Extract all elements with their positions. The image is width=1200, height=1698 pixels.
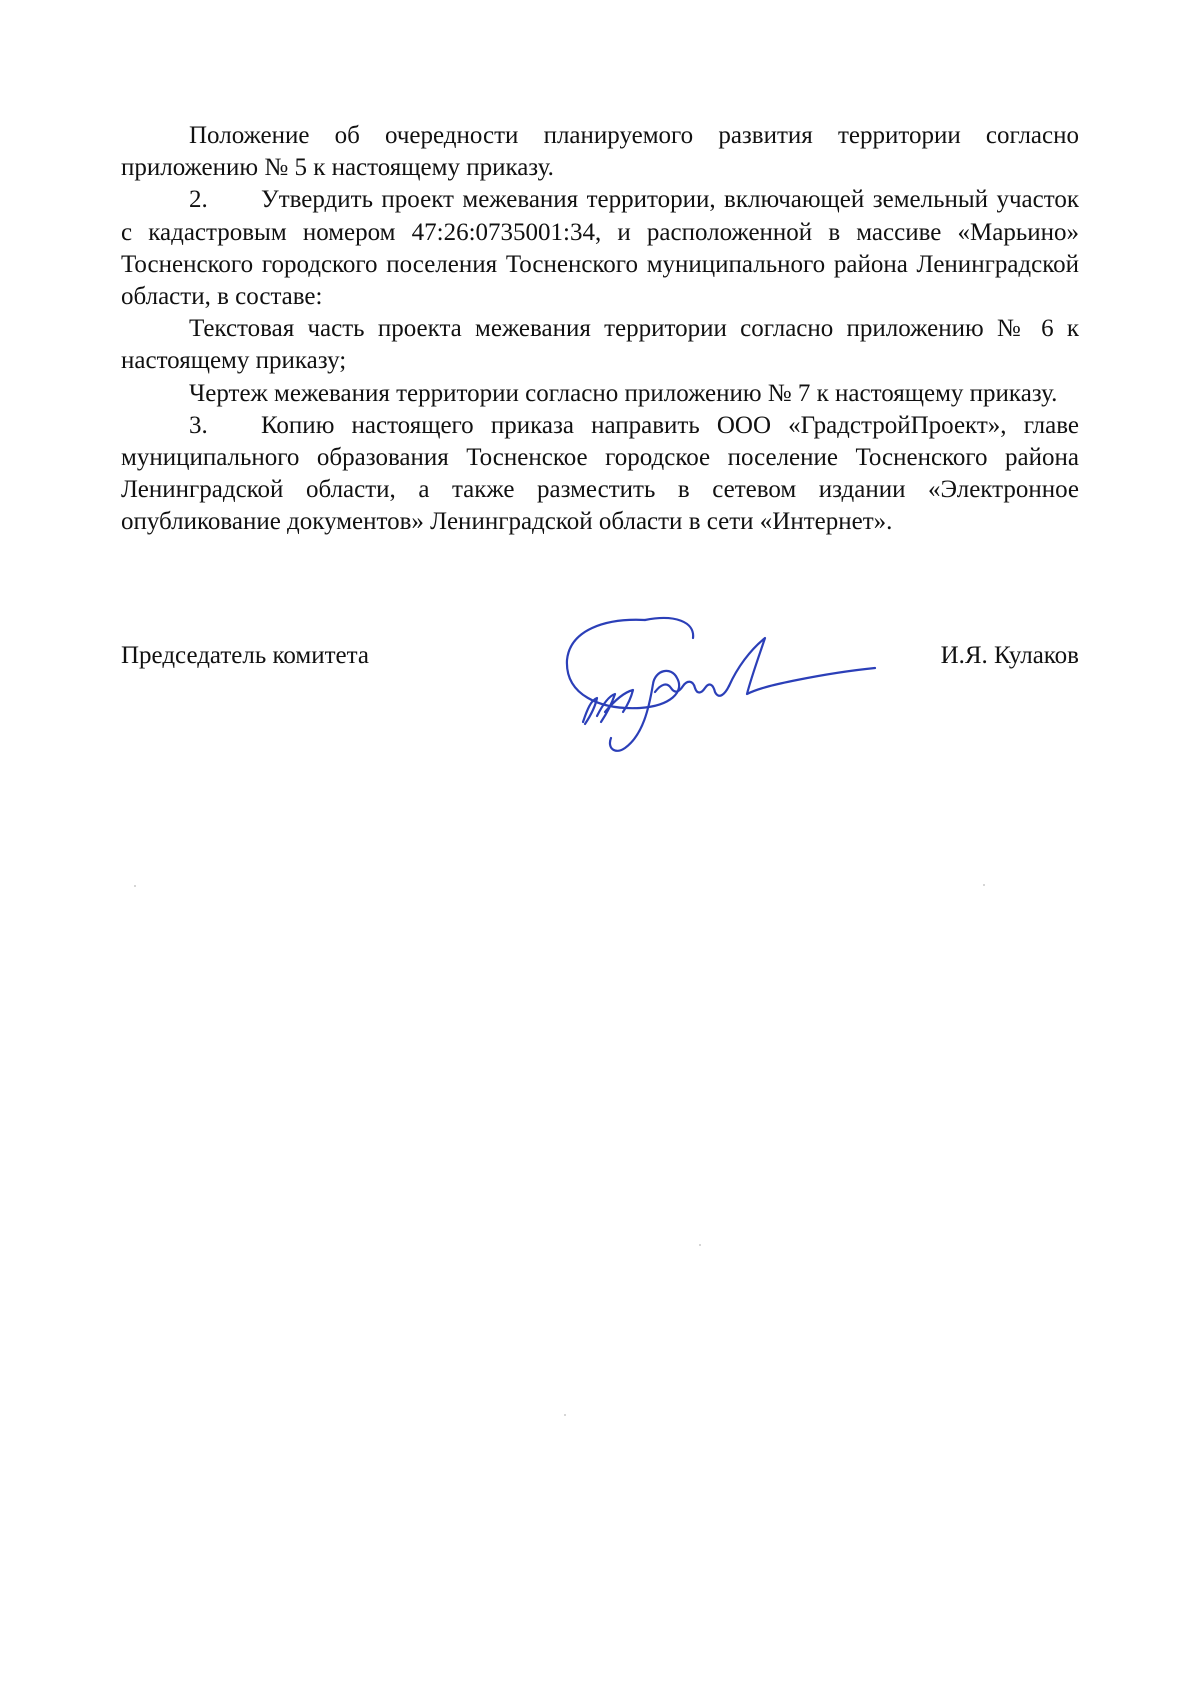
item-2-number: 2. — [189, 186, 208, 214]
scan-speck — [699, 1244, 701, 1246]
scan-speck — [983, 884, 985, 886]
scan-speck — [134, 885, 136, 887]
signatory-title: Председатель комитета — [121, 642, 369, 669]
item-2 — [121, 184, 1079, 313]
item-3-text: Копию настоящего приказа направить ООО «ГрадстройПроект», главе муниципального образования Тосненское городское поселение Тосненского района Ленинградской области, а также разместить в сетевом издании «Электронное опубликование документов» Ленинградской области в сети «Интернет». — [121, 411, 1079, 536]
item-2-sub-text-part: Текстовая часть проекта межевания территории согласно приложению № 6 к настоящему приказу; — [121, 315, 1079, 375]
item-3-number: 3. — [189, 411, 208, 439]
item-3 — [121, 410, 1079, 539]
scan-speck — [564, 1414, 566, 1416]
paragraph-schedule: Положение об очередности планируемого развития территории согласно приложению № 5 к настоящему приказу. — [121, 122, 1079, 182]
handwritten-signature — [545, 600, 885, 760]
item-2-sub-drawing: Чертеж межевания территории согласно приложению № 7 к настоящему приказу. — [189, 379, 1058, 407]
document-body — [121, 120, 1079, 539]
item-2-text: Утвердить проект межевания территории, включающей земельный участок с кадастровым номером 47:26:0735001:34, и расположенной в массиве «Марьино» Тосненского городского поселения Тосненского муниципального района Ленинградской области, в составе: — [121, 186, 1079, 311]
signatory-name: И.Я. Кулаков — [940, 642, 1079, 669]
